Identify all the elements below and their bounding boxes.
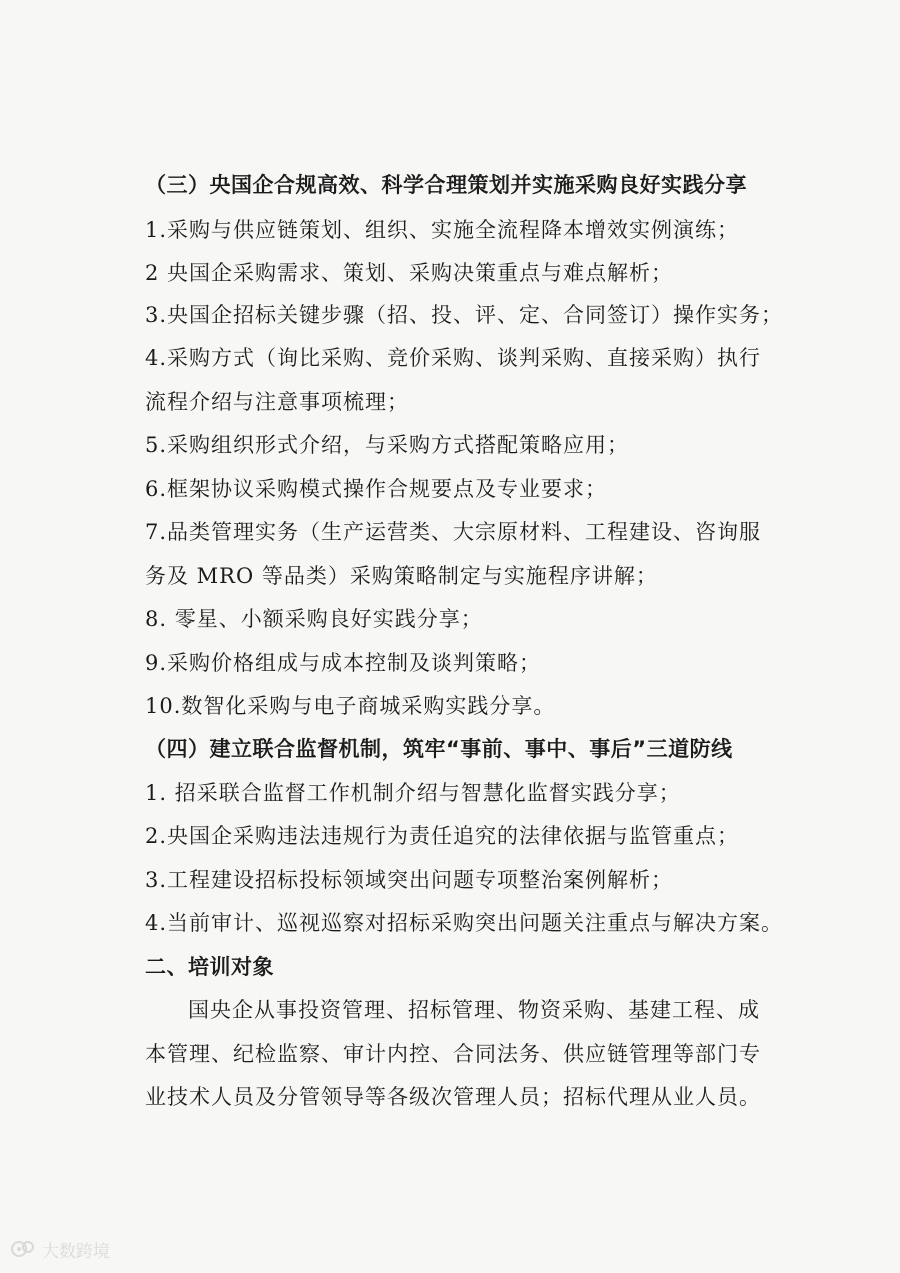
section-3-item: 10.数智化采购与电子商城采购实践分享。 xyxy=(145,694,556,718)
section-two-heading: 二、培训对象 xyxy=(145,955,274,979)
section-3-item: 5.采购组织形式介绍，与采购方式搭配策略应用； xyxy=(145,433,630,457)
section-two-paragraph-line: 本管理、纪检监察、审计内控、合同法务、供应链管理等部门专 xyxy=(145,1042,761,1066)
section-two-paragraph-line: 国央企从事投资管理、招标管理、物资采购、基建工程、成 xyxy=(188,998,760,1022)
section-3-item: 7.品类管理实务（生产运营类、大宗原材料、工程建设、咨询服 xyxy=(145,520,762,544)
logo-icon xyxy=(10,1238,36,1260)
section-3-item: 6.框架协议采购模式操作合规要点及专业要求； xyxy=(145,477,608,501)
section-3-item-continuation: 流程介绍与注意事项梳理； xyxy=(145,390,409,414)
watermark-text: 大数跨境 xyxy=(42,1241,110,1262)
section-3-item: 8. 零星、小额采购良好实践分享； xyxy=(145,607,483,631)
section-3-item: 3.央国企招标关键步骤（招、投、评、定、合同签订）操作实务； xyxy=(145,303,784,327)
section-4-heading: （四）建立联合监督机制，筑牢“事前、事中、事后”三道防线 xyxy=(145,737,733,761)
section-3-item: 9.采购价格组成与成本控制及谈判策略； xyxy=(145,651,542,675)
section-4-item: 1. 招采联合监督工作机制介绍与智慧化监督实践分享； xyxy=(145,781,681,805)
section-4-item: 3.工程建设招标投标领域突出问题专项整治案例解析； xyxy=(145,868,674,892)
section-3-item: 1.采购与供应链策划、组织、实施全流程降本增效实例演练； xyxy=(145,218,740,242)
section-4-item: 2.央国企采购违法违规行为责任追究的法律依据与监管重点； xyxy=(145,824,740,848)
section-3-item: 4.采购方式（询比采购、竞价采购、谈判采购、直接采购）执行 xyxy=(145,346,762,370)
section-4-item: 4.当前审计、巡视巡察对招标采购突出问题关注重点与解决方案。 xyxy=(145,911,784,935)
watermark xyxy=(10,1236,110,1262)
section-two-paragraph-line: 业技术人员及分管领导等各级次管理人员；招标代理从业人员。 xyxy=(145,1085,761,1109)
section-3-item-continuation: 务及 MRO 等品类）采购策略制定与实施程序讲解； xyxy=(145,564,658,588)
section-3-heading: （三）央国企合规高效、科学合理策划并实施采购良好实践分享 xyxy=(145,173,747,197)
section-3-item: 2 央国企采购需求、策划、采购决策重点与难点解析； xyxy=(145,261,674,285)
